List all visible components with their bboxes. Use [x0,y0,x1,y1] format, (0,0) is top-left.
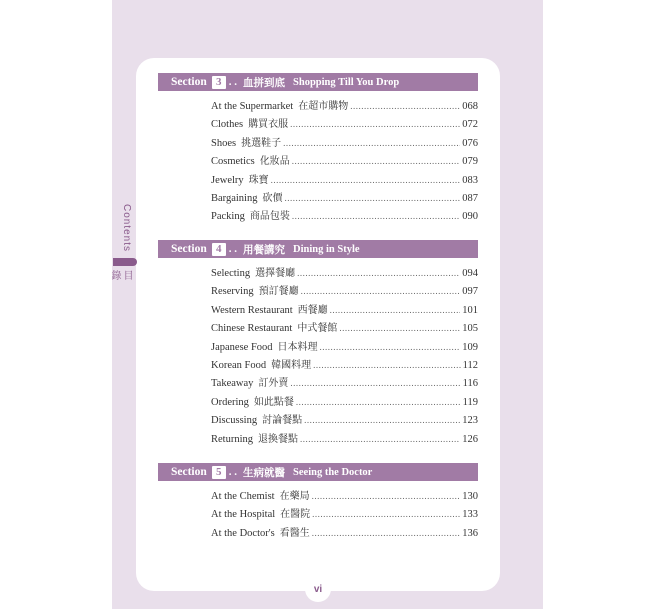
entry-title: Clothes [211,119,244,131]
toc-entry[interactable] [211,374,478,392]
entry-page-number: 119 [462,396,478,408]
toc-entry[interactable] [211,207,478,225]
entry-page-number: 068 [462,101,478,112]
section-entries [211,97,478,226]
entry-title-chinese: 在超市購物 [298,101,349,112]
dot-leader [320,342,461,352]
section-title-chinese: 血拼到底 [243,76,286,89]
section-dots: . . [228,76,238,88]
toc-entry[interactable] [211,487,478,505]
dot-leader [339,323,460,333]
entry-title: At the Supermarket [211,101,294,112]
section-header[interactable] [158,463,478,481]
entry-title: Cosmetics [211,156,255,168]
section-header[interactable] [158,240,478,258]
entry-title: Selecting [211,268,251,279]
entry-title: Jewelry [211,174,244,186]
entry-title: Western Restaurant [211,304,293,316]
dot-leader [350,101,460,111]
toc-entry[interactable] [211,430,478,448]
entry-page-number: 087 [462,192,478,204]
entry-page-number: 083 [462,174,478,186]
dot-leader [283,138,460,148]
entry-title-chinese: 在藥局 [279,491,310,502]
entry-page-number: 123 [462,415,478,427]
entry-title: Ordering [211,396,249,408]
entry-title: Chinese Restaurant [211,323,293,335]
dot-leader [290,378,460,388]
toc-entry[interactable] [211,393,478,411]
entry-title: Korean Food [211,359,267,371]
toc-entry[interactable] [211,319,478,337]
entry-page-number: 101 [462,304,478,316]
section-title-chinese: 用餐講究 [243,243,286,256]
entry-page-number: 116 [462,378,478,390]
entry-title: At the Chemist [211,491,275,502]
entry-title-chinese: 退換餐點 [258,433,298,445]
entry-title: Japanese Food [211,341,273,353]
section-5 [158,463,478,542]
toc-entry[interactable] [211,152,478,170]
dot-leader [296,397,461,407]
entry-title-chinese: 中式餐館 [297,323,338,335]
entry-title: Reserving [211,286,254,298]
toc-entry[interactable] [211,97,478,115]
dot-leader [330,305,461,315]
dot-leader [284,193,460,203]
page-number: vi [305,576,331,602]
section-title-english: Shopping Till You Drop [293,76,400,88]
entry-page-number: 130 [462,491,478,502]
entry-title: Discussing [211,415,258,427]
dot-leader [297,268,460,278]
toc-entry[interactable] [211,115,478,133]
entry-page-number: 112 [462,359,478,371]
section-header[interactable] [158,73,478,91]
side-label-chinese: 目錄 [109,270,132,281]
section-entries [211,487,478,542]
entry-title: At the Hospital [211,509,276,521]
dot-leader [300,434,460,444]
section-title-english: Dining in Style [293,243,360,255]
entry-title-chinese: 韓國料理 [271,359,312,371]
section-title-english: Seeing the Doctor [293,466,373,478]
entry-title-chinese: 化妝品 [259,156,290,168]
entry-title-chinese: 商品包裝 [249,211,290,223]
toc-entry[interactable] [211,301,478,319]
entry-page-number: 126 [462,433,478,445]
section-number: 3 [212,76,226,89]
entry-title-chinese: 西餐廳 [297,304,328,316]
section-label: Section [171,76,207,88]
toc-entry[interactable] [211,134,478,152]
dot-leader [271,175,461,185]
entry-title-chinese: 日本料理 [277,341,318,353]
entry-page-number: 090 [462,211,478,223]
toc-entry[interactable] [211,189,478,207]
entry-title-chinese: 挑選鞋子 [241,137,282,149]
entry-title: Bargaining [211,192,258,204]
section-entries [211,264,478,448]
dot-leader [290,119,460,129]
toc-entry[interactable] [211,264,478,282]
dot-leader [312,528,461,538]
entry-title: Takeaway [211,378,254,390]
dot-leader [312,491,461,501]
dot-leader [304,415,460,425]
toc-entry[interactable] [211,282,478,300]
toc-entry[interactable] [211,171,478,189]
entry-page-number: 097 [462,286,478,298]
section-label: Section [171,466,207,478]
toc-entry[interactable] [211,338,478,356]
entry-title: At the Doctor's [211,527,275,539]
section-title-chinese: 生病就醫 [243,466,286,479]
entry-page-number: 109 [462,341,478,353]
section-label: Section [171,243,207,255]
section-number: 4 [212,243,226,256]
entry-title: Returning [211,433,253,445]
side-label-english: Contents [121,204,132,253]
side-tab-marker [113,258,137,266]
entry-title-chinese: 購買衣服 [248,119,289,131]
entry-page-number: 072 [462,119,478,131]
section-4 [158,240,478,448]
section-3 [158,73,478,226]
entry-page-number: 079 [462,156,478,168]
entry-title-chinese: 在醫院 [280,509,311,521]
toc-entry[interactable] [211,524,478,542]
dot-leader [292,156,461,166]
section-dots: . . [228,466,238,478]
entry-title-chinese: 珠寶 [248,174,269,186]
toc-entry[interactable] [211,411,478,429]
entry-title-chinese: 砍價 [262,192,283,204]
entry-page-number: 133 [462,509,478,521]
dot-leader [292,211,460,221]
entry-title: Shoes [211,137,237,149]
section-dots: . . [228,243,238,255]
entry-title-chinese: 訂外賣 [258,378,289,390]
entry-page-number: 136 [462,527,478,539]
entry-title: Packing [211,211,245,223]
dot-leader [313,360,461,370]
entry-title-chinese: 如此點餐 [253,396,294,408]
entry-title-chinese: 看醫生 [279,527,310,539]
entry-page-number: 076 [462,137,478,149]
entry-title-chinese: 討論餐點 [262,415,303,427]
entry-title-chinese: 選擇餐廳 [255,268,296,279]
toc-entry[interactable] [211,356,478,374]
section-number: 5 [212,466,226,479]
entry-page-number: 094 [462,268,478,279]
dot-leader [312,509,460,519]
entry-title-chinese: 預訂餐廳 [258,286,299,298]
entry-page-number: 105 [462,323,478,335]
toc-entry[interactable] [211,505,478,523]
dot-leader [301,286,461,296]
